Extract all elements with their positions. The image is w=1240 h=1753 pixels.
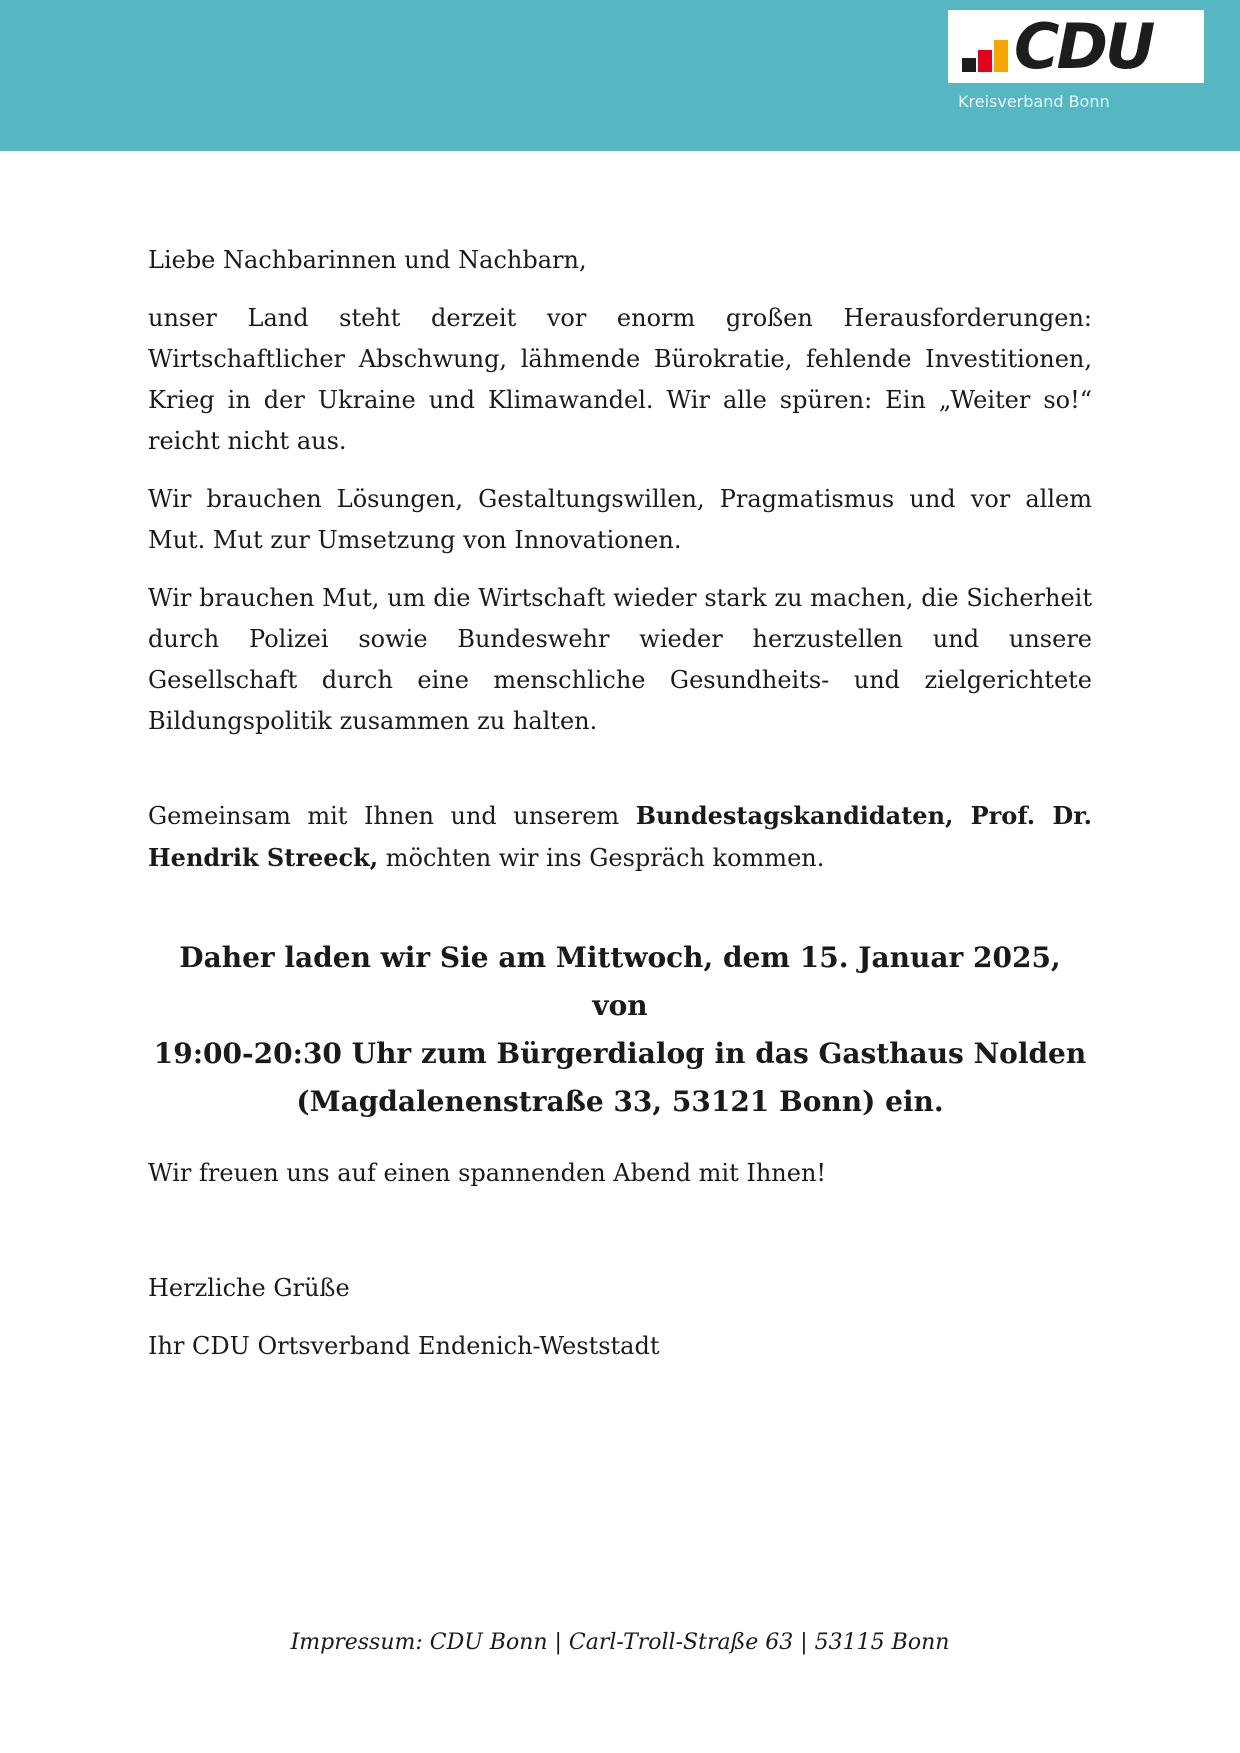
signature: Ihr CDU Ortsverband Endenich-Weststadt	[148, 1332, 660, 1360]
logo-bar-red	[978, 50, 992, 72]
closing-block	[148, 1153, 1092, 1194]
invitation-line-3: (Magdalenenstraße 33, 53121 Bonn) ein.	[296, 1085, 944, 1118]
paragraph-solutions: Wir brauchen Lösungen, Gestaltungswillen, Pragmatismus und vor allem Mut. Mut zur Umsetzung von Innovationen.	[148, 485, 1092, 554]
invitation-line-2: 19:00-20:30 Uhr zum Bürgerdialog in das Gasthaus Nolden	[153, 1037, 1087, 1070]
letter-body	[148, 240, 1092, 896]
logo-bar-gold	[994, 40, 1008, 72]
paragraph-courage: Wir brauchen Mut, um die Wirtschaft wieder stark zu machen, die Sicherheit durch Polizei sowie Bundeswehr wieder herzustellen und unsere Gesellschaft durch eine menschliche Gesundheits- und zielgerichtete Bildungspolitik zusammen zu halten.	[148, 584, 1092, 735]
invitation-line-1: Daher laden wir Sie am Mittwoch, dem 15. Januar 2025, von	[179, 941, 1061, 1022]
paragraph-candidate	[148, 795, 1092, 879]
candidate-name: Bundestagskandidaten, Prof. Dr. Hendrik Streeck,	[148, 801, 1092, 872]
impressum: Impressum: CDU Bonn | Carl-Troll-Straße 63 | 53115 Bonn	[290, 1630, 950, 1655]
cdu-logo	[948, 10, 1204, 83]
signoff-block	[148, 1268, 1092, 1384]
paragraph-challenges: unser Land steht derzeit vor enorm großen Herausforderungen: Wirtschaftlicher Abschwung, lähmende Bürokratie, fehlende Investitionen, Krieg in der Ukraine und Klimawandel. Wir alle spüren: Ein „Weiter so!“ reicht nicht aus.	[148, 304, 1092, 455]
logo-bar-black	[962, 58, 976, 72]
regards: Herzliche Grüße	[148, 1274, 350, 1302]
header-band	[0, 0, 1240, 151]
candidate-pre: Gemeinsam mit Ihnen und unserem	[148, 802, 636, 830]
greeting: Liebe Nachbarinnen und Nachbarn,	[148, 246, 587, 274]
logo-wordmark: CDU	[1014, 10, 1153, 83]
invitation-block	[148, 934, 1092, 1126]
kreisverband-label: Kreisverband Bonn	[958, 92, 1110, 111]
logo-bars-icon	[958, 20, 1018, 74]
candidate-post: möchten wir ins Gespräch kommen.	[378, 844, 825, 872]
closing-line: Wir freuen uns auf einen spannenden Abend mit Ihnen!	[148, 1159, 827, 1187]
